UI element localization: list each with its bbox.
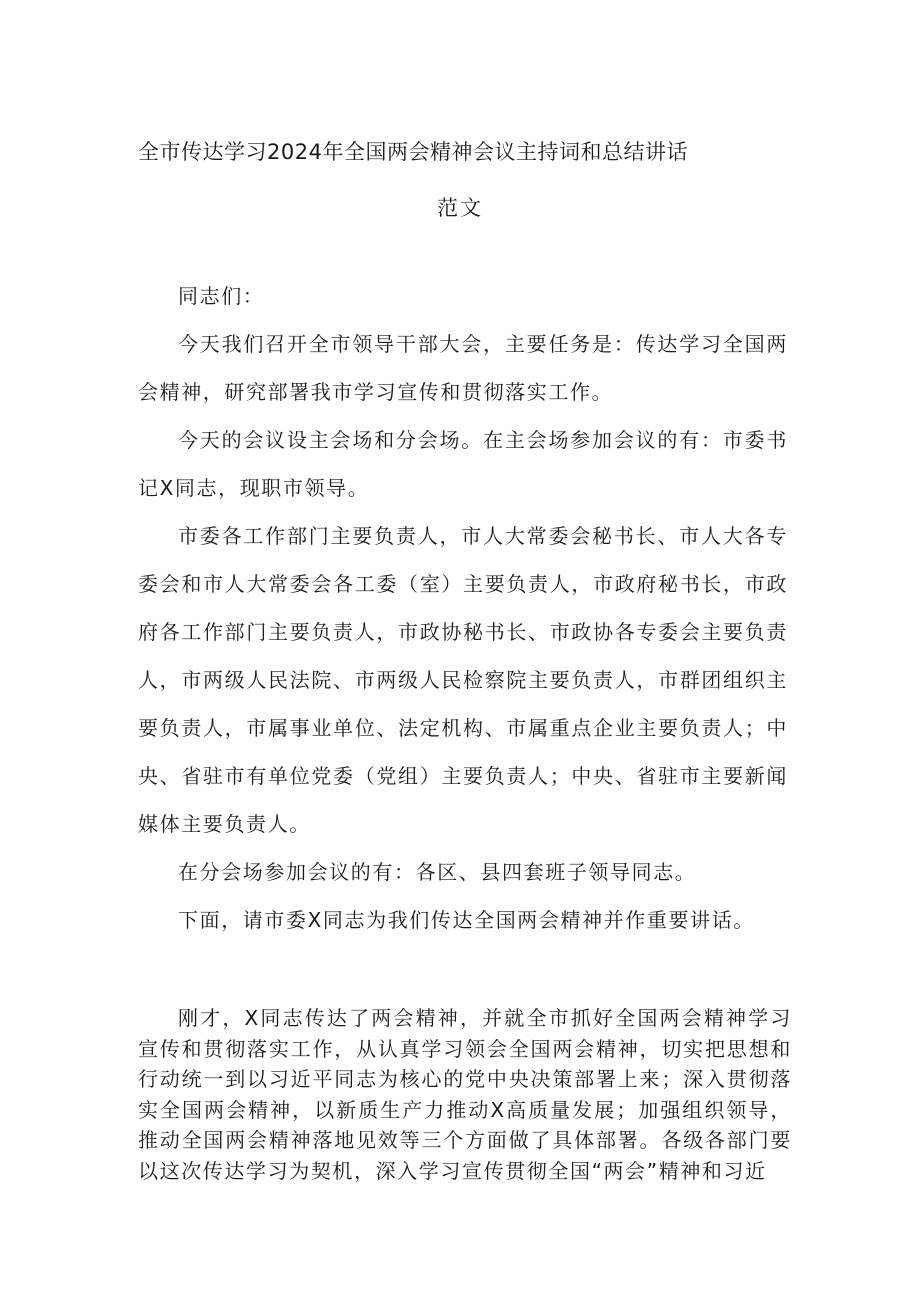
- body-paragraph: 下面，请市委X同志为我们传达全国两会精神并作重要讲话。: [178, 908, 755, 932]
- summary-section: [138, 1003, 792, 1186]
- document-subtitle: 范文: [437, 196, 483, 220]
- body-paragraph: 今天我们召开全市领导干部大会，主要任务是：传达学习全国两会精神，研究部署我市学习宣传和贯彻落实工作。: [138, 332, 788, 404]
- document-title: 全市传达学习2024年全国两会精神会议主持词和总结讲话: [138, 140, 688, 164]
- salutation-paragraph: 同志们：: [178, 284, 265, 308]
- body-paragraph: 市委各工作部门主要负责人，市人大常委会秘书长、市人大各专委会和市人大常委会各工委（室）主要负责人，市政府秘书长，市政府各工作部门主要负责人，市政协秘书长、市政协各专委会主要负责人，市两级人民法院、市两级人民检察院主要负责人，市群团组织主要负责人，市属事业单位、法定机构、市属重点企业主要负责人；中央、省驻市有单位党委（党组）主要负责人；中央、省驻市主要新闻媒体主要负责人。: [138, 524, 788, 836]
- body-paragraph: 今天的会议设主会场和分会场。在主会场参加会议的有：市委书记X同志，现职市领导。: [138, 428, 788, 500]
- summary-paragraph: 刚才，X同志传达了两会精神，并就全市抓好全国两会精神学习宣传和贯彻落实工作，从认真学习领会全国两会精神，切实把思想和行动统一到以习近平同志为核心的党中央决策部署上来；深入贯彻落实全国两会精神，以新质生产力推动X高质量发展；加强组织领导，推动全国两会精神落地见效等三个方面做了具体部署。各级各部门要以这次传达学习为契机，深入学习宣传贯彻全国“两会”精神和习近: [138, 1006, 792, 1183]
- body-paragraph: 在分会场参加会议的有：各区、县四套班子领导同志。: [178, 860, 697, 884]
- opening-remarks: [138, 272, 788, 944]
